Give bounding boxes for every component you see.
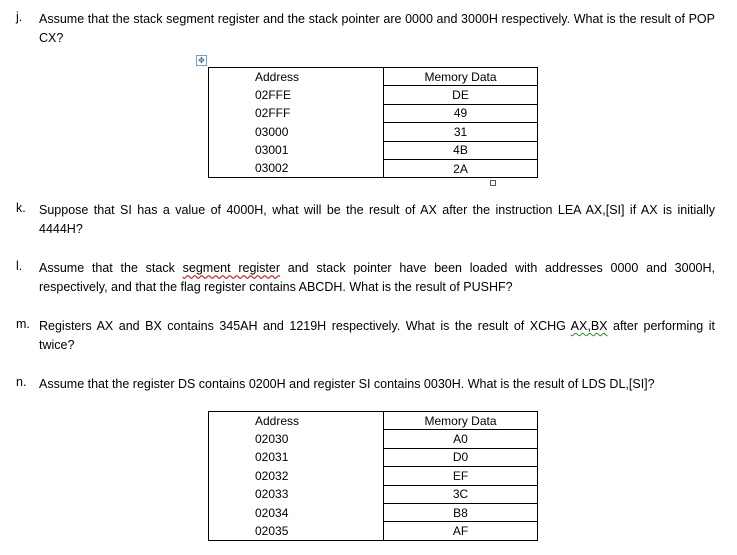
table-header-row <box>209 412 538 430</box>
text-part: after performing it twice? <box>39 319 715 352</box>
table-header-row <box>209 68 538 86</box>
move-handle-icon[interactable]: ✥ <box>196 55 207 66</box>
memory-table-1 <box>208 67 538 178</box>
table-row <box>209 104 538 122</box>
table-row <box>209 141 538 159</box>
address-cell: 02031 <box>209 448 384 466</box>
question-label: m. <box>16 317 30 331</box>
table-row <box>209 448 538 466</box>
address-cell: 02032 <box>209 467 384 485</box>
table-row <box>209 522 538 540</box>
question-text <box>39 317 715 355</box>
question-label: l. <box>16 259 23 273</box>
memory-cell: A0 <box>384 430 538 448</box>
table-resize-handle[interactable] <box>490 180 496 186</box>
question-text: Assume that the register DS contains 0200H and register SI contains 0030H. What is the result of LDS DL,[SI]? <box>39 377 655 391</box>
text-part: Assume that the stack <box>39 261 183 275</box>
table-row <box>209 123 538 141</box>
question-text: Suppose that SI has a value of 4000H, what will be the result of AX after the instruction LEA AX,[SI] if AX is initially 4444H? <box>39 203 715 236</box>
table-row <box>209 485 538 503</box>
header-memory-data: Memory Data <box>384 68 538 86</box>
memory-cell: DE <box>384 86 538 104</box>
memory-table-2 <box>208 411 538 541</box>
address-cell: 02FFE <box>209 86 384 104</box>
memory-cell: 49 <box>384 104 538 122</box>
address-cell: 02034 <box>209 503 384 521</box>
table-row <box>209 503 538 521</box>
header-address: Address <box>209 412 384 430</box>
memory-cell: EF <box>384 467 538 485</box>
memory-cell: 2A <box>384 159 538 177</box>
address-cell: 02FFF <box>209 104 384 122</box>
memory-cell: AF <box>384 522 538 540</box>
question-text: Assume that the stack segment register and the stack pointer are 0000 and 3000H respectively. What is the result of POP CX? <box>39 12 715 45</box>
grammar-check-text: AX,BX <box>570 319 608 333</box>
text-part: and stack pointer have been loaded with addresses 0000 and 3000H, respectively, and that the flag register contains ABCDH. What is the result of PUSHF? <box>39 261 715 294</box>
address-cell: 03001 <box>209 141 384 159</box>
memory-cell: 3C <box>384 485 538 503</box>
table-row <box>209 159 538 177</box>
question-label: n. <box>16 375 27 389</box>
question-label: j. <box>16 10 23 24</box>
address-cell: 02030 <box>209 430 384 448</box>
spellcheck-text: segment register <box>182 261 281 275</box>
memory-cell: 31 <box>384 123 538 141</box>
question-label: k. <box>16 201 26 215</box>
question-text <box>39 259 715 297</box>
address-cell: 02035 <box>209 522 384 540</box>
header-address: Address <box>209 68 384 86</box>
header-memory-data: Memory Data <box>384 412 538 430</box>
memory-cell: B8 <box>384 503 538 521</box>
address-cell: 03000 <box>209 123 384 141</box>
memory-cell: D0 <box>384 448 538 466</box>
text-part: Registers AX and BX contains 345AH and 1219H respectively. What is the result of XCHG <box>39 319 571 333</box>
table-row <box>209 467 538 485</box>
address-cell: 02033 <box>209 485 384 503</box>
memory-cell: 4B <box>384 141 538 159</box>
address-cell: 03002 <box>209 159 384 177</box>
table-row <box>209 430 538 448</box>
table-row <box>209 86 538 104</box>
